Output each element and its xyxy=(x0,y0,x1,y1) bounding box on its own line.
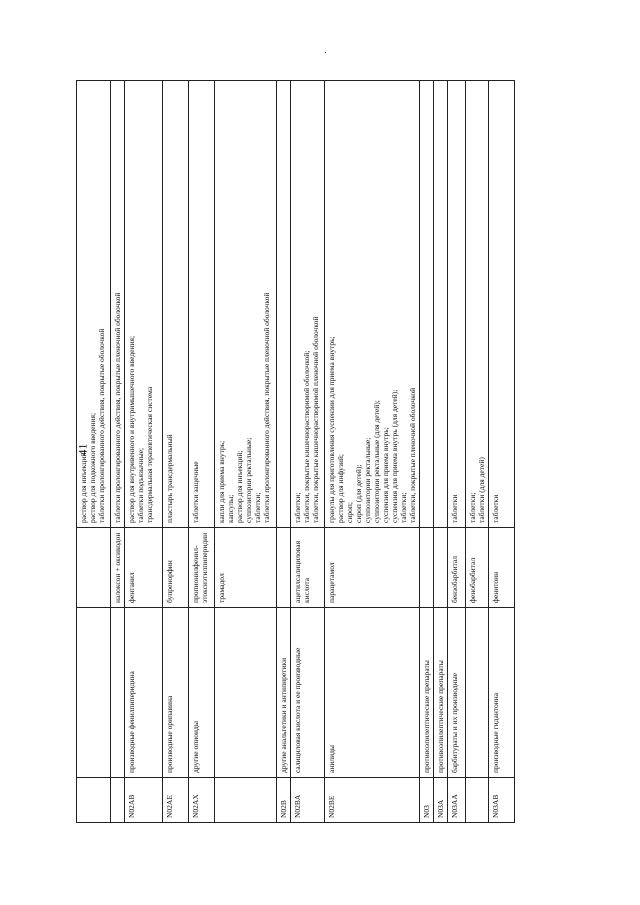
cell-forms xyxy=(189,81,215,528)
cell-inn: трамадол xyxy=(215,528,277,608)
rotated-table-area xyxy=(76,80,500,823)
dosage-form-line: суппозитории ректальные; xyxy=(363,437,372,523)
cell-code xyxy=(77,778,111,823)
cell-forms xyxy=(77,81,111,528)
cell-group xyxy=(77,608,111,778)
dosage-form-line: раствор для инфузий; xyxy=(336,454,345,523)
dosage-form-line: пластырь трансдермальный xyxy=(165,434,174,523)
dosage-form-line: капли для приема внутрь; xyxy=(217,440,226,523)
cell-code: N03A xyxy=(434,778,448,823)
dosage-form-line: таблетки, покрытые пленочной оболочкой xyxy=(408,387,417,523)
cell-inn xyxy=(434,528,448,608)
cell-inn: фенобарбитал xyxy=(466,528,489,608)
cell-code: N02AE xyxy=(163,778,189,823)
dosage-form-line: таблетки, покрытые кишечнорастворимой оболочкой; xyxy=(302,350,311,523)
cell-code: N02B xyxy=(277,778,291,823)
cell-code: N03AB xyxy=(489,778,515,823)
table-row xyxy=(111,81,125,823)
cell-group: противоэпилептические препараты xyxy=(434,608,448,778)
cell-inn xyxy=(420,528,434,608)
table-row xyxy=(77,81,111,823)
table-row xyxy=(466,81,489,823)
cell-forms xyxy=(325,81,420,528)
dosage-form-line: сироп; xyxy=(345,502,354,523)
cell-code: N03AA xyxy=(448,778,466,823)
cell-group: салициловая кислота и ее производные xyxy=(291,608,325,778)
cell-forms xyxy=(163,81,189,528)
cell-inn: бензобарбитал xyxy=(448,528,466,608)
cell-forms xyxy=(111,81,125,528)
table-row xyxy=(434,81,448,823)
cell-inn: ацетилсалициловая кислота xyxy=(291,528,325,608)
cell-code: N02BE xyxy=(325,778,420,823)
dosage-form-line: раствор для подкожного введения; xyxy=(88,412,97,523)
cell-group: производные гидантоина xyxy=(489,608,515,778)
dosage-form-line: таблетки пролонгированного действия, покрытые пленочной оболочкой xyxy=(113,292,122,523)
drug-table xyxy=(76,80,515,823)
cell-code: N02AB xyxy=(125,778,163,823)
cell-group: производные фенилпиперидина xyxy=(125,608,163,778)
dosage-form-line: таблетки xyxy=(450,494,459,523)
cell-group: другие опиоиды xyxy=(189,608,215,778)
dosage-form-line: таблетки; xyxy=(253,492,262,523)
dosage-form-line: таблетки (для детей) xyxy=(477,457,486,523)
table-row xyxy=(291,81,325,823)
cell-inn: фенитоин xyxy=(489,528,515,608)
dosage-form-line: трансдермальная терапевтическая система xyxy=(145,386,154,523)
cell-inn: фентанил xyxy=(125,528,163,608)
cell-group xyxy=(215,608,277,778)
cell-group: анилиды xyxy=(325,608,420,778)
cell-group: барбитураты и их производные xyxy=(448,608,466,778)
dosage-form-line: гранулы для приготовления суспензии для приема внутрь; xyxy=(327,336,336,523)
cell-inn xyxy=(77,528,111,608)
table-row xyxy=(277,81,291,823)
table-row xyxy=(215,81,277,823)
dosage-form-line: суппозитории ректальные (для детей); xyxy=(372,400,381,523)
table-row xyxy=(163,81,189,823)
table-row xyxy=(125,81,163,823)
cell-group xyxy=(466,608,489,778)
page-number: 41 xyxy=(75,443,90,456)
table-row xyxy=(325,81,420,823)
dosage-form-line: таблетки, покрытые кишечнорастворимой пленочной оболочкой xyxy=(311,316,320,523)
cell-group xyxy=(111,608,125,778)
dosage-form-line: таблетки; xyxy=(293,492,302,523)
table-row xyxy=(420,81,434,823)
dosage-form-line: таблетки пролонгированного действия, покрытые оболочкой xyxy=(97,328,106,523)
cell-inn: парацетамол xyxy=(325,528,420,608)
cell-inn xyxy=(277,528,291,608)
dosage-form-line: таблетки; xyxy=(468,492,477,523)
cell-inn: налоксон + оксикодон xyxy=(111,528,125,608)
cell-forms xyxy=(215,81,277,528)
dosage-form-line: таблетки; xyxy=(399,492,408,523)
table-row xyxy=(448,81,466,823)
cell-code xyxy=(111,778,125,823)
dosage-form-line: раствор для инъекций; xyxy=(235,450,244,523)
dosage-form-line: суспензия для приема внутрь; xyxy=(381,427,390,523)
dosage-form-line: суппозитории ректальные; xyxy=(244,437,253,523)
cell-group: производные орипавина xyxy=(163,608,189,778)
cell-forms xyxy=(291,81,325,528)
cell-code: N02AX xyxy=(189,778,215,823)
cell-group: другие анальгетики и антипиретики xyxy=(277,608,291,778)
dosage-form-line: раствор для инъекций; xyxy=(79,450,88,523)
cell-forms xyxy=(420,81,434,528)
cell-forms xyxy=(434,81,448,528)
cell-forms xyxy=(277,81,291,528)
dosage-form-line: сироп (для детей); xyxy=(354,464,363,523)
cell-inn: пропионилфенил-этоксиэтилпиперидин xyxy=(189,528,215,608)
table-row xyxy=(189,81,215,823)
cell-code: N02BA xyxy=(291,778,325,823)
table-row xyxy=(489,81,515,823)
cell-forms xyxy=(448,81,466,528)
dosage-form-line: суспензия для приема внутрь (для детей); xyxy=(390,389,399,523)
dosage-form-line: раствор для внутривенного и внутримышечного введения; xyxy=(127,335,136,523)
dosage-form-line: таблетки xyxy=(491,494,500,523)
cell-group: противоэпилептические препараты xyxy=(420,608,434,778)
cell-forms xyxy=(466,81,489,528)
cell-forms xyxy=(489,81,515,528)
dosage-form-line: таблетки защечные xyxy=(191,461,200,523)
cell-code: N03 xyxy=(420,778,434,823)
dosage-form-line: капсулы; xyxy=(226,494,235,523)
dosage-form-line: таблетки подъязычные; xyxy=(136,447,145,523)
cell-forms xyxy=(125,81,163,528)
dosage-form-line: таблетки пролонгированного действия, покрытые пленочной оболочкой xyxy=(262,292,271,523)
scan-speck xyxy=(325,52,326,53)
cell-inn: бупренорфин xyxy=(163,528,189,608)
cell-code xyxy=(215,778,277,823)
cell-code xyxy=(466,778,489,823)
